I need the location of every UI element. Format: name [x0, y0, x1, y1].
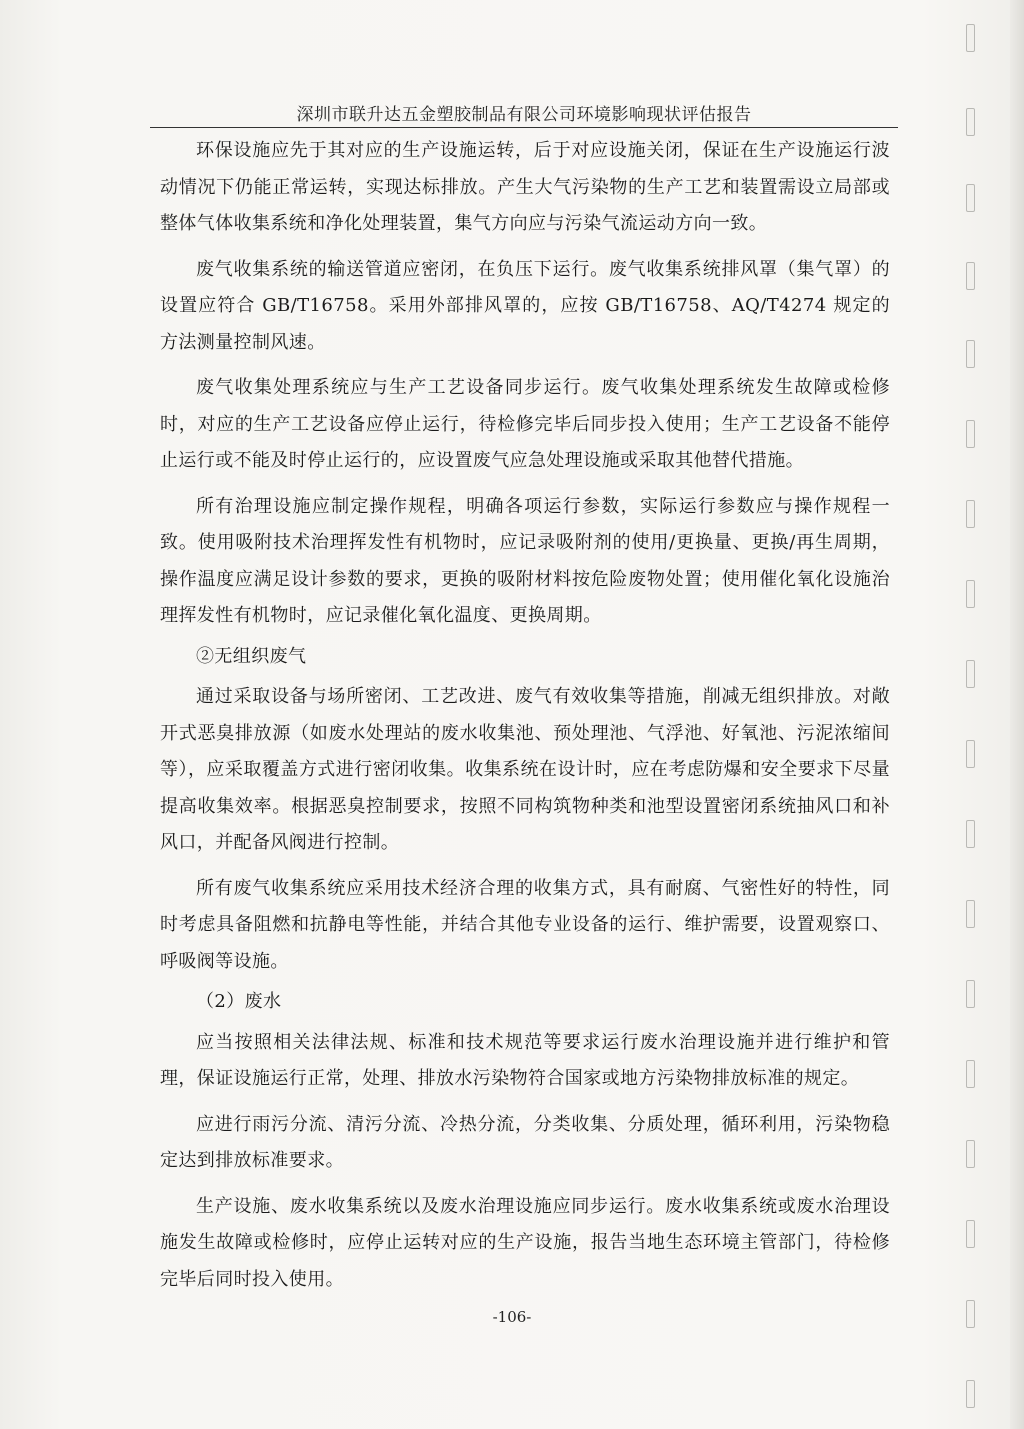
binder-hole [966, 108, 975, 136]
binder-hole [966, 24, 975, 52]
page-number: -106- [492, 1308, 532, 1326]
paragraph-wastewater-3: 生产设施、废水收集系统以及废水治理设施应同步运行。废水收集系统或废水治理设施发生故障或检修时，应停止运转对应的生产设施，报告当地生态环境主管部门，待检修完毕后同时投入使用。 [160, 1195, 890, 1290]
binder-hole [966, 184, 975, 212]
paragraph-2: 废气收集系统的输送管道应密闭，在负压下运行。废气收集系统排风罩（集气罩）的设置应符合 GB/T16758。采用外部排风罩的，应按 GB/T16758、AQ/T4274 规定的方法测量控制风速。 [160, 258, 890, 353]
binder-hole [966, 420, 975, 448]
binder-hole [966, 262, 975, 290]
section-heading-unorganized-gas: ②无组织废气 [196, 645, 307, 667]
paragraph-wastewater-1: 应当按照相关法律法规、标准和技术规范等要求运行废水治理设施并进行维护和管理，保证设施运行正常，处理、排放水污染物符合国家或地方污染物排放标准的规定。 [160, 1031, 890, 1089]
header-rule [150, 127, 898, 128]
binder-hole [966, 1220, 975, 1248]
paragraph-1: 环保设施应先于其对应的生产设施运转，后于对应设施关闭，保证在生产设施运行波动情况下仍能正常运转，实现达标排放。产生大气污染物的生产工艺和装置需设立局部或整体气体收集系统和净化处理装置，集气方向应与污染气流运动方向一致。 [160, 140, 890, 234]
section-heading-wastewater: （2）废水 [196, 991, 282, 1012]
binder-hole [966, 980, 975, 1008]
binder-hole [966, 660, 975, 688]
binder-hole [966, 1380, 975, 1408]
binder-hole [966, 1300, 975, 1328]
binder-hole [966, 740, 975, 768]
paragraph-wastewater-2: 应进行雨污分流、清污分流、冷热分流，分类收集、分质处理，循环利用，污染物稳定达到排放标准要求。 [160, 1113, 890, 1171]
page-edge [1010, 0, 1024, 1429]
binder-hole [966, 1140, 975, 1168]
binder-hole [966, 580, 975, 608]
paragraph-3: 废气收集处理系统应与生产工艺设备同步运行。废气收集处理系统发生故障或检修时，对应的生产工艺设备应停止运行，待检修完毕后同步投入使用；生产工艺设备不能停止运行或不能及时停止运行的，应设置废气应急处理设施或采取其他替代措施。 [160, 377, 890, 471]
paragraph-unorganized-1: 通过采取设备与场所密闭、工艺改进、废气有效收集等措施，削减无组织排放。对敞开式恶臭排放源（如废水处理站的废水收集池、预处理池、气浮池、好氧池、污泥浓缩间等），应采取覆盖方式进行密闭收集。收集系统在设计时，应在考虑防爆和安全要求下尽量提高收集效率。根据恶臭控制要求，按照不同构筑物种类和池型设置密闭系统抽风口和补风口，并配备风阀进行控制。 [160, 686, 890, 853]
page-header: 深圳市联升达五金塑胶制品有限公司环境影响现状评估报告 [296, 105, 752, 125]
binder-hole [966, 820, 975, 848]
binder-hole [966, 500, 975, 528]
binder-hole [966, 1060, 975, 1088]
binder-hole [966, 340, 975, 368]
paragraph-4: 所有治理设施应制定操作规程，明确各项运行参数，实际运行参数应与操作规程一致。使用吸附技术治理挥发性有机物时，应记录吸附剂的使用/更换量、更换/再生周期，操作温度应满足设计参数的要求，更换的吸附材料按危险废物处置；使用催化氧化设施治理挥发性有机物时，应记录催化氧化温度、更换周期。 [160, 495, 890, 626]
paragraph-unorganized-2: 所有废气收集系统应采用技术经济合理的收集方式，具有耐腐、气密性好的特性，同时考虑具备阻燃和抗静电等性能，并结合其他专业设备的运行、维护需要，设置观察口、呼吸阀等设施。 [160, 877, 890, 972]
body-content [160, 133, 890, 1307]
binder-hole [966, 900, 975, 928]
